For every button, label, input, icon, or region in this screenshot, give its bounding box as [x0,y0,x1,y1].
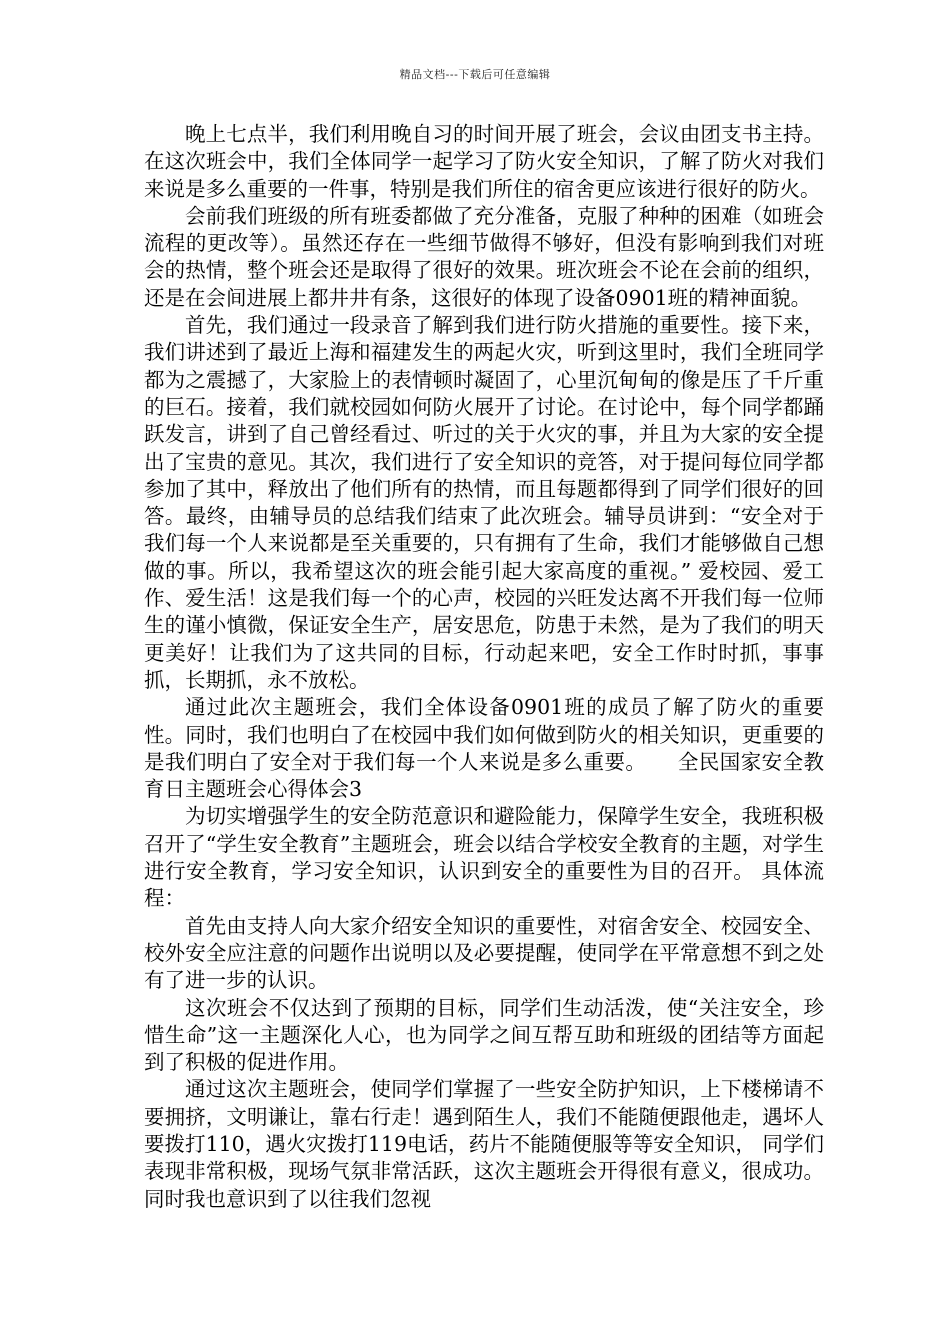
paragraph: 首先，我们通过一段录音了解到我们进行防火措施的重要性。接下来，我们讲述到了最近上海和福建发生的两起火灾，听到这里时，我们全班同学都为之震撼了，大家脸上的表情顿时凝固了，心里沉甸甸的像是压了千斤重的巨石。接着，我们就校园如何防火展开了讨论。在讨论中，每个同学都踊跃发言，讲到了自己曾经看过、听过的关于火灾的事，并且为大家的安全提出了宝贵的意见。其次，我们进行了安全知识的竞答，对于提问每位同学都参加了其中，释放出了他们所有的热情，而且每题都得到了同学们很好的回答。最终，由辅导员的总结我们结束了此次班会。辅导员讲到：“安全对于我们每一个人来说都是至关重要的，只有拥有了生命，我们才能够做自己想做的事。所以，我希望这次的班会能引起大家高度的重视。” 爱校园、爱工作、爱生活！这是我们每一个的心声，校园的兴旺发达离不开我们每一位师生的谨小慎微，保证安全生产，居安思危，防患于未然，是为了我们的明天更美好！让我们为了这共同的目标，行动起来吧，安全工作时时抓，事事抓，长期抓，永不放松。 [144,313,824,692]
paragraph: 晚上七点半，我们利用晚自习的时间开展了班会，会议由团支书主持。在这次班会中，我们全体同学一起学习了防火安全知识，了解了防火对我们来说是多么重要的一件事，特别是我们所住的宿舍更应该进行很好的防火。 [144,122,824,201]
paragraph: 这次班会不仅达到了预期的目标，同学们生动活泼，使“关注安全，珍惜生命”这一主题深化人心，也为同学之间互帮互助和班级的团结等方面起到了积极的促进作用。 [144,995,824,1075]
document-body [144,121,824,1213]
paragraph: 为切实增强学生的安全防范意识和避险能力，保障学生安全，我班积极召开了“学生安全教育”主题班会，班会以结合学校安全教育的主题，对学生进行安全教育，学习安全知识，认识到安全的重要性为目的召开。 具体流程： [144,804,824,911]
paragraph: 通过此次主题班会，我们全体设备0901班的成员了解了防火的重要性。同时，我们也明白了在校园中我们如何做到防火的相关知识，更重要的是我们明白了安全对于我们每一个人来说是多么重要。 全民国家安全教育日主题班会心得体会3 [144,695,824,802]
paragraph: 会前我们班级的所有班委都做了充分准备，克服了种种的困难（如班会流程的更改等）。虽然还存在一些细节做得不够好，但没有影响到我们对班会的热情，整个班会还是取得了很好的效果。班次班会不论在会前的组织，还是在会间进展上都井井有条，这很好的体现了设备0901班的精神面貌。 [144,203,824,310]
paragraph: 首先由支持人向大家介绍安全知识的重要性，对宿舍安全、校园安全、校外安全应注意的问题作出说明以及必要提醒，使同学在平常意想不到之处有了进一步的认识。 [144,913,824,993]
paragraph: 通过这次主题班会，使同学们掌握了一些安全防护知识，上下楼梯请不要拥挤，文明谦让，靠右行走！遇到陌生人，我们不能随便跟他走，遇坏人要拨打110，遇火灾拨打119电话，药片不能随便服等等安全知识， 同学们表现非常积极，现场气氛非常活跃，这次主题班会开得很有意义，很成功。 同时我也意识到了以往我们忽视 [144,1077,824,1211]
page-header: 精品文档---下载后可任意编辑 [399,68,551,81]
